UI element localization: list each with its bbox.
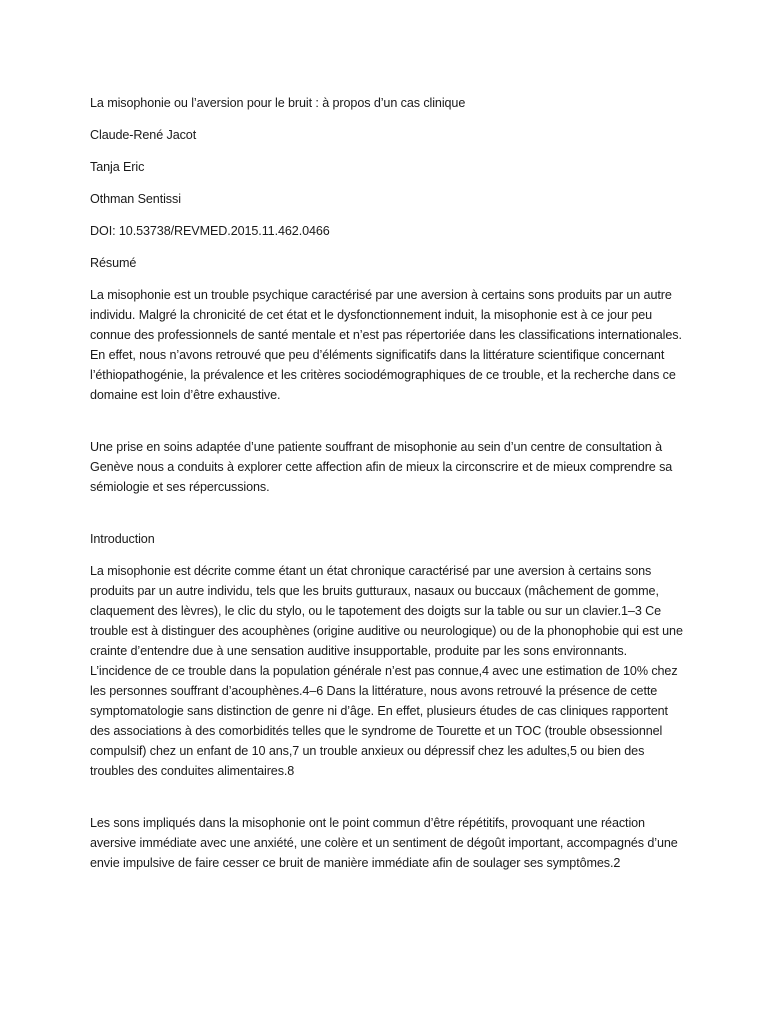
introduction-paragraph-1: La misophonie est décrite comme étant un état chronique caractérisé par une aversion à certains sons produits par un autre individu, tels que les bruits gutturaux, nasaux ou buccaux (mâchement de gomme, claquement des lèvres), le clic du stylo, ou le tapotement des doigts sur la table ou sur un clavier.1–3 Ce trouble est à distinguer des acouphènes (origine auditive ou neurologique) ou de la phonophobie qui est une crainte d’entendre due à une sensation auditive insupportable, produite par les sons environnants. L’incidence de ce trouble dans la population générale n’est pas connue,4 avec une estimation de 10% chez les personnes souffrant d’acouphènes.4–6 Dans la littérature, nous avons retrouvé la présence de cette symptomatologie sans distinction de genre ni d’âge. En effet, plusieurs études de cas cliniques rapportent des associations à des comorbidités telles que le syndrome de Tourette et un TOC (trouble obsessionnel compulsif) chez un enfant de 10 ans,7 un trouble anxieux ou dépressif chez les adultes,5 ou bien des troubles des conduites alimentaires.8: [90, 564, 683, 778]
author-2: Tanja Eric: [90, 160, 145, 174]
document-body: [90, 93, 690, 885]
author-3: Othman Sentissi: [90, 192, 181, 206]
abstract-paragraph-1: La misophonie est un trouble psychique caractérisé par une aversion à certains sons produits par un autre individu. Malgré la chronicité de cet état et le dysfonctionnement induit, la misophonie est à ce jour peu connue des professionnels de santé mentale et n’est pas répertoriée dans les classifications internationales. En effet, nous n’avons retrouvé que peu d’éléments significatifs dans la littérature scientifique concernant l’éthiopathogénie, la prévalence et les critères sociodémographiques de ce trouble, et la recherche dans ce domaine est loin d’être exhaustive.: [90, 288, 682, 402]
author-1: Claude-René Jacot: [90, 128, 197, 142]
article-title: La misophonie ou l’aversion pour le bruit : à propos d’un cas clinique: [90, 96, 466, 110]
doi-line: DOI: 10.53738/REVMED.2015.11.462.0466: [90, 224, 330, 238]
abstract-paragraph-2: Une prise en soins adaptée d’une patiente souffrant de misophonie au sein d’un centre de consultation à Genève nous a conduits à explorer cette affection afin de mieux la circonscrire et de mieux comprendre sa sémiologie et ses répercussions.: [90, 440, 673, 494]
introduction-paragraph-2: Les sons impliqués dans la misophonie ont le point commun d’être répétitifs, provoquant une réaction aversive immédiate avec une anxiété, une colère et un sentiment de dégoût important, accompagnés d’une envie impulsive de faire cesser ce bruit de manière immédiate afin de soulager ses symptômes.2: [90, 816, 678, 870]
introduction-heading: Introduction: [90, 532, 155, 546]
abstract-heading: Résumé: [90, 256, 137, 270]
